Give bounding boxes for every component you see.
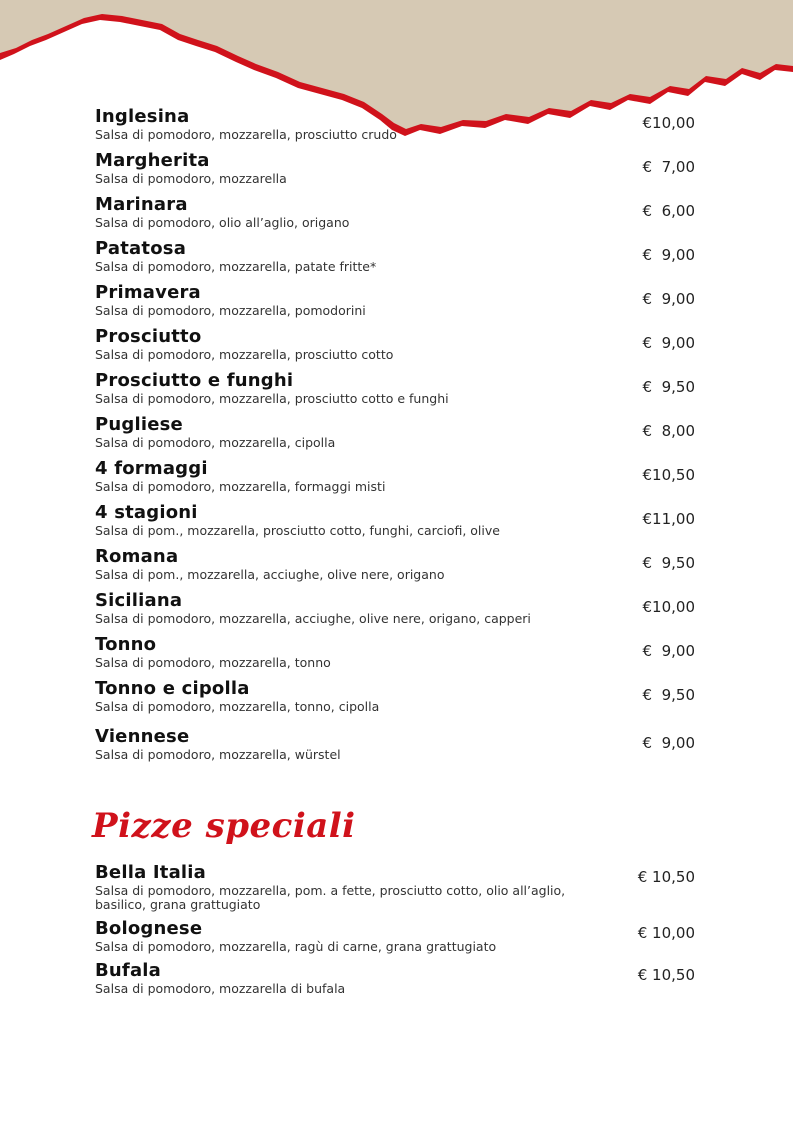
menu-item-romana	[95, 546, 695, 590]
item-name: 4 formaggi	[95, 458, 208, 479]
item-description: Salsa di pomodoro, mozzarella, prosciutto cotto e funghi	[95, 391, 449, 406]
item-price: €11,00	[642, 510, 695, 528]
item-description: Salsa di pom., mozzarella, prosciutto cotto, funghi, carciofi, olive	[95, 523, 500, 538]
special-item-bella-italia	[95, 862, 695, 912]
menu-item-inglesina	[95, 106, 695, 150]
item-name: Viennese	[95, 726, 190, 747]
item-name: Patatosa	[95, 238, 187, 259]
menu-item-tonno-e-cipolla	[95, 678, 695, 726]
item-price: € 9,50	[642, 686, 695, 704]
item-description: Salsa di pomodoro, mozzarella	[95, 171, 287, 186]
item-price: € 9,50	[642, 378, 695, 396]
item-price: € 6,00	[642, 202, 695, 220]
item-description: Salsa di pomodoro, mozzarella, ragù di carne, grana grattugiato	[95, 939, 497, 954]
special-item-bufala	[95, 960, 695, 996]
item-description: Salsa di pomodoro, mozzarella, acciughe, olive nere, origano, capperi	[95, 611, 531, 626]
item-name: Prosciutto e funghi	[95, 370, 294, 391]
item-name: Siciliana	[95, 590, 183, 611]
special-pizza-list	[95, 862, 695, 1002]
item-description: Salsa di pomodoro, mozzarella, patate fritte*	[95, 259, 377, 274]
item-description: Salsa di pomodoro, olio all’aglio, origano	[95, 215, 350, 230]
item-description: Salsa di pomodoro, mozzarella, tonno	[95, 655, 331, 670]
item-price: € 9,00	[642, 246, 695, 264]
item-name: Tonno e cipolla	[95, 678, 250, 699]
menu-item-viennese	[95, 726, 695, 770]
item-description: Salsa di pomodoro, mozzarella, cipolla	[95, 435, 336, 450]
menu-item-tonno	[95, 634, 695, 678]
item-price: € 9,00	[642, 734, 695, 752]
item-name: Inglesina	[95, 106, 190, 127]
item-price: € 9,50	[642, 554, 695, 572]
item-description: Salsa di pomodoro, mozzarella, würstel	[95, 747, 341, 762]
item-price: €10,50	[642, 466, 695, 484]
item-description: Salsa di pomodoro, mozzarella, formaggi misti	[95, 479, 386, 494]
menu-item-pugliese	[95, 414, 695, 458]
item-name: 4 stagioni	[95, 502, 198, 523]
menu-item-4-stagioni	[95, 502, 695, 546]
item-price: € 9,00	[642, 642, 695, 660]
item-description: Salsa di pomodoro, mozzarella, pomodorini	[95, 303, 366, 318]
item-name: Bolognese	[95, 918, 203, 939]
item-description: Salsa di pomodoro, mozzarella, prosciutto crudo	[95, 127, 397, 142]
item-price: € 9,00	[642, 334, 695, 352]
item-name: Pugliese	[95, 414, 183, 435]
item-price: € 10,00	[637, 924, 695, 942]
item-description: Salsa di pom., mozzarella, acciughe, olive nere, origano	[95, 567, 445, 582]
section-title-pizze-speciali: Pizze speciali	[92, 806, 356, 846]
item-description: Salsa di pomodoro, mozzarella, tonno, cipolla	[95, 699, 380, 714]
menu-item-prosciutto-e-funghi	[95, 370, 695, 414]
special-item-bolognese	[95, 918, 695, 954]
menu-item-marinara	[95, 194, 695, 238]
item-name: Bufala	[95, 960, 162, 981]
item-price: €10,00	[642, 114, 695, 132]
item-description: Salsa di pomodoro, mozzarella, prosciutto cotto	[95, 347, 394, 362]
menu-item-primavera	[95, 282, 695, 326]
menu-item-margherita	[95, 150, 695, 194]
item-price: € 9,00	[642, 290, 695, 308]
item-price: € 10,50	[637, 868, 695, 886]
item-name: Marinara	[95, 194, 188, 215]
item-name: Bella Italia	[95, 862, 207, 883]
item-description: Salsa di pomodoro, mozzarella, pom. a fette, prosciutto cotto, olio all’aglio, basilico, grana grattugiato	[95, 883, 566, 912]
menu-item-patatosa	[95, 238, 695, 282]
pizza-menu-list	[95, 106, 695, 770]
item-price: € 8,00	[642, 422, 695, 440]
item-name: Primavera	[95, 282, 201, 303]
item-name: Prosciutto	[95, 326, 202, 347]
menu-item-prosciutto	[95, 326, 695, 370]
menu-item-4-formaggi	[95, 458, 695, 502]
item-price: € 7,00	[642, 158, 695, 176]
menu-item-siciliana	[95, 590, 695, 634]
item-price: €10,00	[642, 598, 695, 616]
item-name: Romana	[95, 546, 179, 567]
item-description: Salsa di pomodoro, mozzarella di bufala	[95, 981, 346, 996]
item-name: Margherita	[95, 150, 210, 171]
item-name: Tonno	[95, 634, 157, 655]
item-price: € 10,50	[637, 966, 695, 984]
